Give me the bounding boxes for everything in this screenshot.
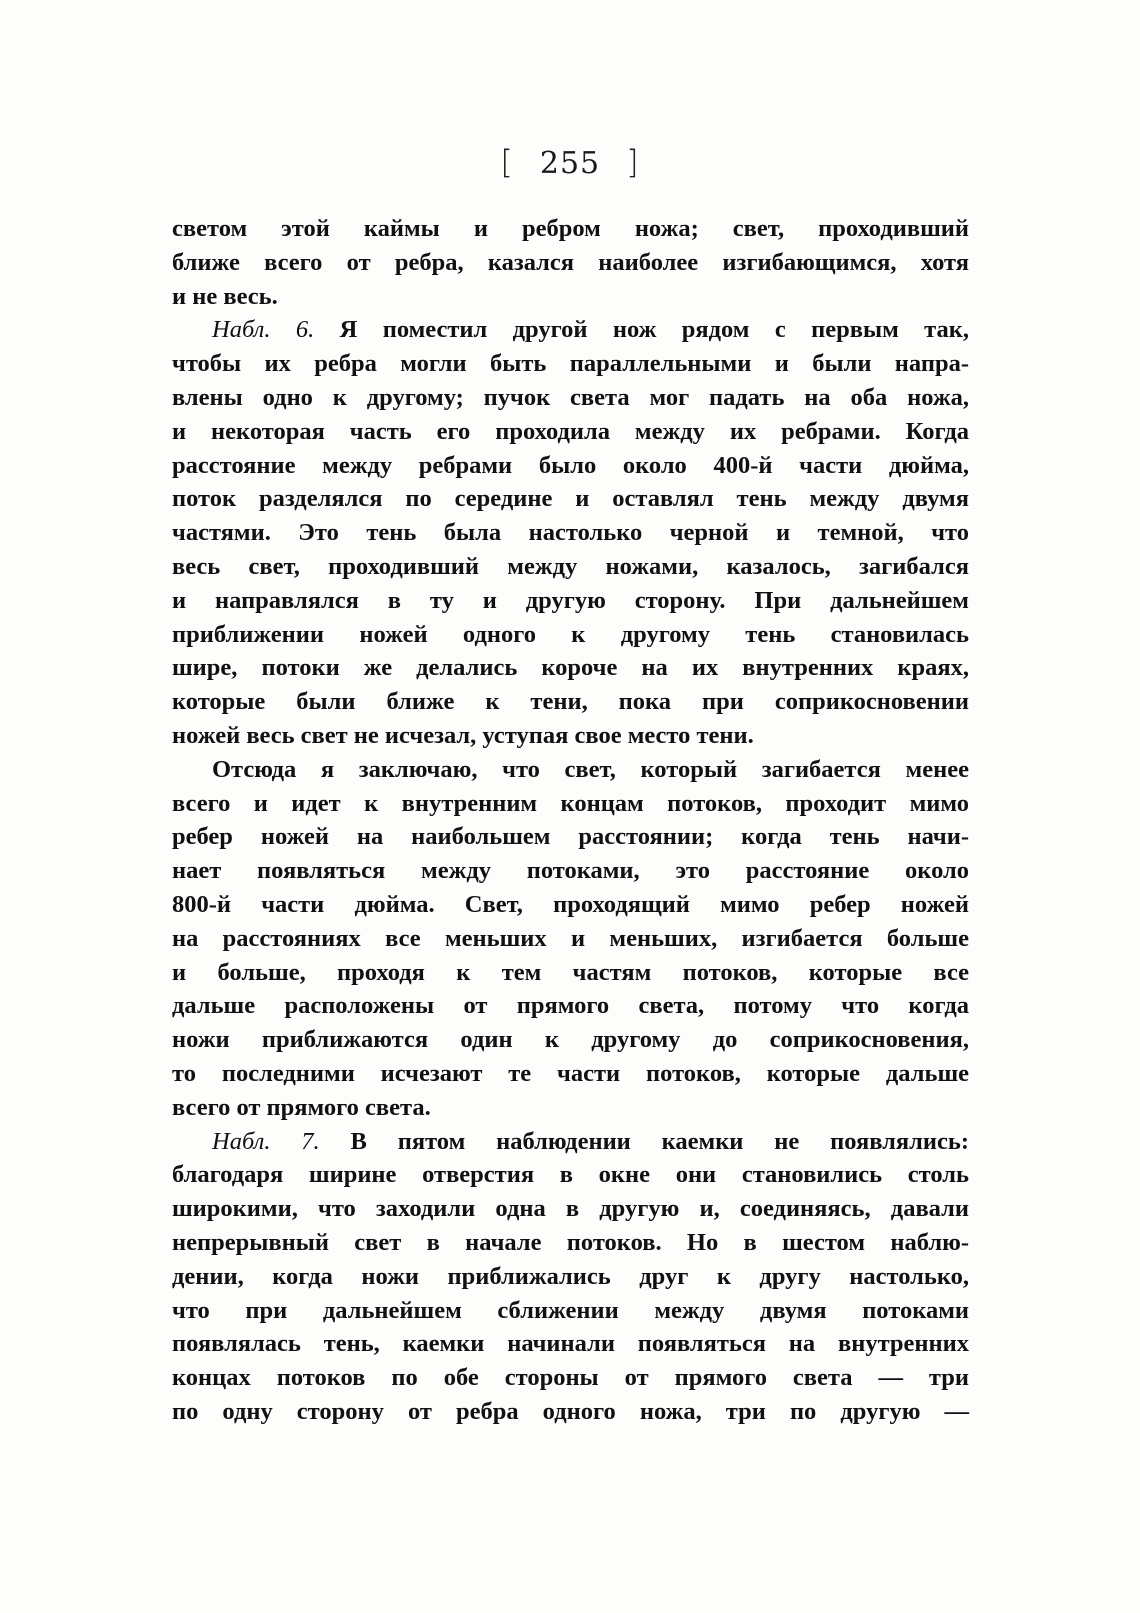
text-line: то последними исчезают те части потоков, которые дальше bbox=[172, 1059, 969, 1087]
text-line: ближе всего от ребра, казался наиболее изгибающимся, хотя bbox=[172, 248, 969, 276]
text-line: чтобы их ребра могли быть параллельными и были напра- bbox=[172, 350, 969, 378]
text-line: нает появляться между потоками, это расстояние около bbox=[172, 857, 969, 885]
text-line bbox=[172, 313, 969, 347]
observation-label: Набл. 7. bbox=[212, 1127, 320, 1155]
text-line: влены одно к другому; пучок света мог падать на оба ножа, bbox=[172, 383, 969, 411]
text-line: и больше, проходя к тем частям потоков, которые все bbox=[172, 958, 969, 986]
text-line: расстояние между ребрами было около 400-й части дюйма, bbox=[172, 451, 969, 479]
paragraph bbox=[172, 212, 969, 313]
text-line: дальше расположены от прямого света, потому что когда bbox=[172, 992, 969, 1020]
text-line: поток разделялся по середине и оставлял тень между двумя bbox=[172, 485, 969, 513]
text-line: широкими, что заходили одна в другую и, соединяясь, давали bbox=[172, 1195, 969, 1223]
text-line: приближении ножей одного к другому тень становилась bbox=[172, 620, 969, 648]
bracket-open: [ bbox=[500, 143, 514, 181]
text-line-content: Я поместил другой нож рядом с первым так, bbox=[339, 316, 970, 344]
text-line: ножей весь свет не исчезал, уступая свое место тени. bbox=[172, 721, 754, 749]
paragraph-observation-6 bbox=[172, 313, 969, 752]
text-line: концах потоков по обе стороны от прямого света — три bbox=[172, 1364, 969, 1392]
text-line: и направлялся в ту и другую сторону. При дальнейшем bbox=[172, 586, 969, 614]
text-line: всего от прямого света. bbox=[172, 1093, 431, 1121]
text-line: благодаря ширине отверстия в окне они становились столь bbox=[172, 1161, 969, 1189]
text-line: дении, когда ножи приближались друг к другу настолько, bbox=[172, 1262, 969, 1290]
text-line: непрерывный свет в начале потоков. Но в шестом наблю- bbox=[172, 1228, 969, 1256]
text-line: и не весь. bbox=[172, 282, 278, 310]
text-line: частями. Это тень была настолько черной и темной, что bbox=[172, 519, 969, 547]
text-line: появлялась тень, каемки начинали появляться на внутренних bbox=[172, 1330, 969, 1358]
text-line: и некоторая часть его проходила между их ребрами. Когда bbox=[172, 417, 969, 445]
text-line: весь свет, проходивший между ножами, казалось, загибался bbox=[172, 552, 969, 580]
text-line: Отсюда я заключаю, что свет, который загибается менее bbox=[212, 755, 969, 783]
text-line: которые были ближе к тени, пока при соприкосновении bbox=[172, 688, 969, 716]
text-line: на расстояниях все меньших и меньших, изгибается больше bbox=[172, 924, 969, 952]
text-line: всего и идет к внутренним концам потоков, проходит мимо bbox=[172, 789, 969, 817]
observation-label: Набл. 6. bbox=[212, 316, 315, 344]
paragraph bbox=[172, 753, 969, 1125]
text-line: ребер ножей на наибольшем расстоянии; когда тень начи- bbox=[172, 823, 969, 851]
text-line: шире, потоки же делались короче на их внутренних краях, bbox=[172, 654, 969, 682]
body-text bbox=[172, 212, 969, 1429]
text-line-content: В пятом наблюдении каемки не появлялись: bbox=[350, 1127, 970, 1155]
text-line bbox=[172, 1125, 969, 1159]
text-line: что при дальнейшем сближении между двумя потоками bbox=[172, 1296, 969, 1324]
text-line: светом этой каймы и ребром ножа; свет, проходивший bbox=[172, 215, 969, 242]
text-line: по одну сторону от ребра одного ножа, три по другую — bbox=[172, 1397, 969, 1425]
text-line: 800-й части дюйма. Свет, проходящий мимо ребер ножей bbox=[172, 890, 969, 918]
bracket-close: ] bbox=[626, 143, 640, 181]
page-number-value: 255 bbox=[539, 146, 601, 181]
paragraph-observation-7 bbox=[172, 1125, 969, 1429]
page-number bbox=[0, 143, 1140, 181]
text-line: ножи приближаются один к другому до соприкосновения, bbox=[172, 1026, 969, 1054]
